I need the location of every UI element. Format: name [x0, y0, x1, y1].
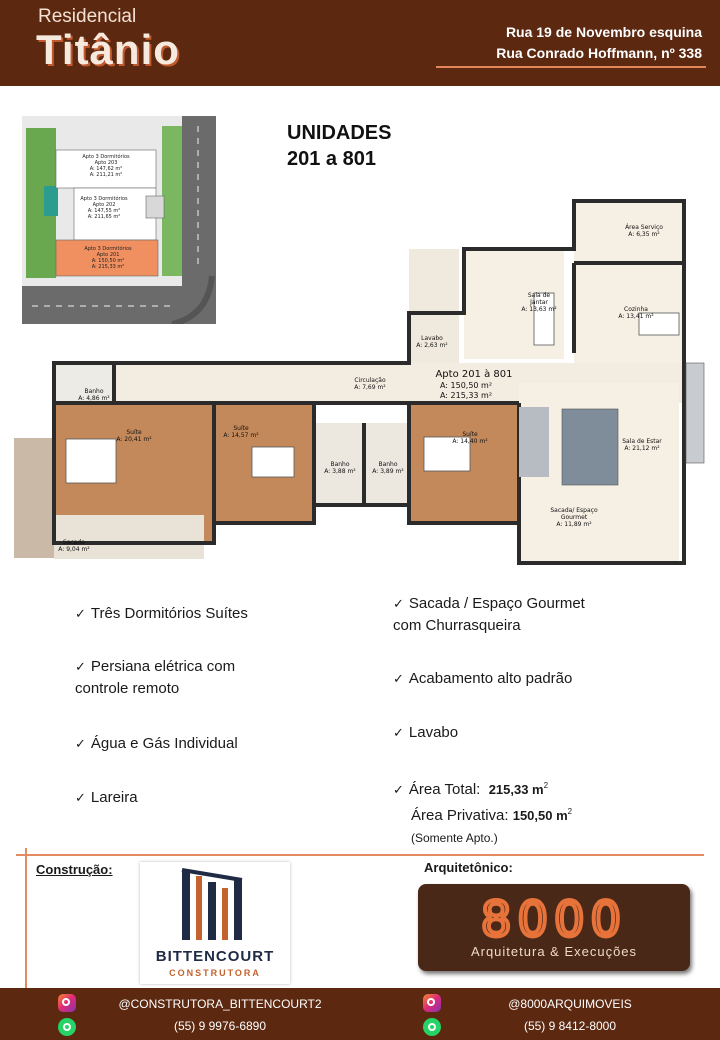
address-underline: [436, 66, 706, 68]
room-suite-3: Suíte: [462, 431, 478, 438]
room-suite-1: Suíte: [126, 429, 142, 436]
feature-agua-gas: ✓ Água e Gás Individual: [75, 735, 238, 752]
brand-residencial: Residencial: [38, 6, 137, 27]
site-apt203-l2: Apto 203: [94, 160, 118, 166]
site-apt202-l4: A: 211,65 m²: [87, 214, 121, 220]
check-icon: ✓: [393, 596, 404, 611]
site-apt203-l1: Apto 3 Dormitórios: [82, 154, 130, 160]
arquitetura-8000-logo: [418, 884, 690, 971]
room-suite-1-area: A: 20,41 m²: [116, 436, 152, 443]
room-banho-1: Banho: [84, 388, 104, 395]
area-total-label: Área Total:: [408, 781, 481, 798]
room-banho-3: Banho: [378, 461, 398, 468]
room-circulacao-area: A: 7,69 m²: [354, 384, 386, 391]
instagram-icon[interactable]: [58, 994, 76, 1012]
site-apt201-l1: Apto 3 Dormitórios: [84, 246, 132, 252]
room-area-servico: Área Serviço: [625, 224, 663, 231]
site-apt202-l2: Apto 202: [92, 202, 116, 208]
room-sala-estar: Sala de Estar: [622, 438, 662, 445]
room-suite-3-area: A: 14,40 m²: [452, 438, 488, 445]
room-sala-estar-area: A: 21,12 m²: [624, 445, 660, 452]
check-icon: ✓: [75, 790, 86, 805]
feature-persiana: ✓ Persiana elétrica com controle remoto: [75, 658, 236, 697]
room-banho-2: Banho: [330, 461, 350, 468]
room-lavabo: Lavabo: [421, 335, 443, 342]
brand-titanio: Titânio: [36, 26, 180, 73]
k8-logo-text: 8000: [480, 892, 628, 944]
area-note: (Somente Apto.): [411, 831, 498, 845]
instagram-icon[interactable]: [423, 994, 441, 1012]
check-icon: ✓: [75, 659, 86, 674]
bittencourt-sub: CONSTRUTORA: [169, 968, 261, 978]
room-cozinha-area: A: 13,41 m²: [618, 313, 654, 320]
room-cozinha: Cozinha: [624, 306, 648, 313]
area-total-value: 215,33 m: [488, 782, 544, 797]
unit-title: [287, 120, 391, 172]
room-sala-jantar-1: Sala de: [527, 292, 551, 299]
room-sacada-gourmet-2: Gourmet: [560, 514, 588, 521]
room-area-servico-area: A: 6,35 m²: [628, 231, 660, 238]
construction-label: Construção:: [36, 862, 113, 877]
feature-suites: ✓ Três Dormitórios Suítes: [75, 605, 248, 622]
site-apt203-l4: A: 211,21 m²: [89, 172, 123, 178]
check-icon: ✓: [75, 606, 86, 621]
room-lavabo-area: A: 2,63 m²: [416, 342, 448, 349]
room-suite-2: Suíte: [233, 425, 249, 432]
k8-logo-mark: [418, 884, 690, 944]
whatsapp-icon[interactable]: [58, 1018, 76, 1036]
feature-areas: ✓ Área Total: 215,33 $m^2$ Área Privativa: 150,50 $m^2$ (Somente Apto.): [393, 775, 572, 849]
area-private-label: Área Privativa:: [411, 807, 509, 824]
check-icon: ✓: [75, 736, 86, 751]
room-banho-3-area: A: 3,89 m²: [372, 468, 404, 475]
footer-left-phone[interactable]: (55) 9 9976-6890: [173, 1019, 267, 1033]
site-apt202-l1: Apto 3 Dormitórios: [80, 196, 128, 202]
check-icon: ✓: [393, 725, 404, 740]
check-icon: ✓: [393, 782, 404, 797]
address-line-1: Rua 19 de Novembro esquina: [505, 24, 702, 40]
apt-area-2: A: 215,33 m²: [439, 391, 493, 400]
bittencourt-name: BITTENCOURT: [155, 948, 275, 965]
room-sala-jantar-area: A: 13,63 m²: [521, 306, 557, 313]
bittencourt-logo: [140, 862, 290, 984]
floor-plan: [14, 193, 706, 570]
site-apt203-l3: A: 147,62 m²: [89, 166, 123, 172]
apt-area-1: A: 150,50 m²: [439, 381, 493, 390]
k8-sub: Arquitetura & Execuções: [470, 944, 638, 959]
unit-title-line1: UNIDADES: [287, 122, 392, 144]
apt-title: Apto 201 à 801: [435, 369, 513, 380]
unit-title-line2: 201 a 801: [287, 148, 376, 170]
site-apt201-l2: Apto 201: [96, 252, 120, 258]
bittencourt-logo-mark: [140, 862, 290, 948]
footer-right-phone[interactable]: (55) 9 8412-8000: [523, 1019, 617, 1033]
whatsapp-icon[interactable]: [423, 1018, 441, 1036]
room-sacada-gourmet-1: Sacada/ Espaço: [550, 507, 598, 514]
room-sacada-area: A: 9,04 m²: [58, 546, 90, 553]
check-icon: ✓: [393, 671, 404, 686]
room-sacada: Sacada: [63, 539, 85, 546]
room-suite-2-area: A: 14,57 m²: [223, 432, 259, 439]
room-banho-1-area: A: 4,86 m²: [78, 395, 110, 402]
site-apt201-l4: A: 215,33 m²: [91, 264, 125, 270]
footer-left-instagram[interactable]: @CONSTRUTORA_BITTENCOURT2: [118, 997, 322, 1011]
footer-right-instagram[interactable]: @8000ARQUIMOVEIS: [508, 997, 632, 1011]
header-banner: [0, 0, 720, 86]
feature-lareira: ✓ Lareira: [75, 789, 138, 806]
footer-bar: [0, 988, 720, 1040]
feature-sacada-gourmet: ✓ Sacada / Espaço Gourmet com Churrasqueira: [393, 595, 585, 634]
address-line-2: Rua Conrado Hoffmann, nº 338: [496, 45, 702, 61]
feature-lavabo: ✓ Lavabo: [393, 724, 459, 741]
architecture-label: Arquitetônico:: [424, 860, 513, 875]
room-banho-2-area: A: 3,88 m²: [324, 468, 356, 475]
feature-acabamento: ✓ Acabamento alto padrão: [393, 670, 573, 687]
floor-plan-drawing: [14, 193, 706, 570]
area-private-value: 150,50 m: [512, 808, 568, 823]
site-apt201-l3: A: 150,50 m²: [91, 258, 125, 264]
divider-vertical: [25, 848, 27, 988]
room-sacada-gourmet-area: A: 11,89 m²: [556, 521, 592, 528]
divider-line: [16, 854, 704, 856]
site-apt202-l3: A: 147,55 m²: [87, 208, 121, 214]
room-circulacao: Circulação: [354, 377, 386, 384]
room-sala-jantar-2: Jantar: [530, 299, 548, 306]
